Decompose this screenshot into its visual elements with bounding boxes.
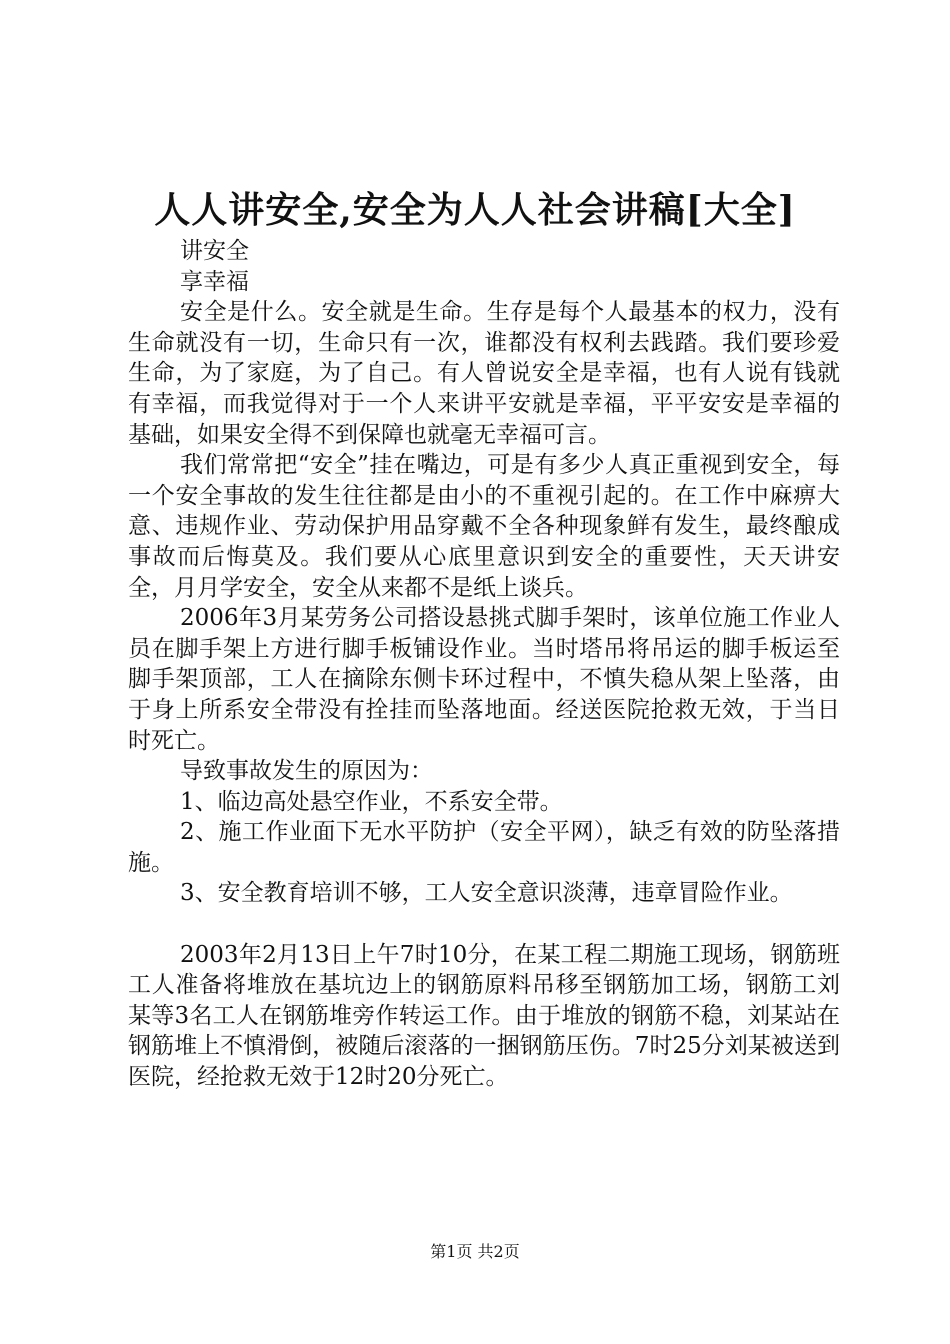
paragraph-accident-2003: 2003年2月13日上午7时10分，在某工程二期施工现场，钢筋班工人准备将堆放在基坑边上的钢筋原料吊移至钢筋加工场，钢筋工刘某等3名工人在钢筋堆旁作转运工作。由于堆放的钢筋不稳，刘某站在钢筋堆上不慎滑倒，被随后滚落的一捆钢筋压伤。7时25分刘某被送到医院，经抢救无效于12时20分死亡。 [128,941,840,1091]
paragraph-cause-3: 3、安全教育培训不够，工人安全意识淡薄，违章冒险作业。 [180,880,793,907]
page-footer: 第1页 共2页 [430,1242,520,1261]
blank-line [128,909,840,940]
paragraph-cause-2: 2、施工作业面下无水平防护（安全平网），缺乏有效的防坠落措施。 [128,819,840,876]
paragraph-subtitle-2: 享幸福 [180,268,249,295]
document-title: 人人讲安全,安全为人人社会讲稿[大全] [154,189,796,231]
paragraph-what-is-safety: 安全是什么。安全就是生命。生存是每个人最基本的权力，没有生命就没有一切，生命只有一次，谁都没有权利去践踏。我们要珍爱生命，为了家庭，为了自己。有人曾说安全是幸福，也有人说有钱就有幸福，而我觉得对于一个人来讲平安就是幸福，平平安安是幸福的基础，如果安全得不到保障也就毫无幸福可言。 [128,299,840,448]
document-body [128,236,840,1093]
paragraph-accident-2006: 2006年3月某劳务公司搭设悬挑式脚手架时，该单位施工作业人员在脚手架上方进行脚手板铺设作业。当时塔吊将吊运的脚手板运至脚手架顶部，工人在摘除东侧卡环过程中，不慎失稳从架上坠落，由于身上所系安全带没有拴挂而坠落地面。经送医院抢救无效，于当日时死亡。 [128,605,840,754]
paragraph-cause-1: 1、临边高处悬空作业，不系安全带。 [180,788,563,815]
paragraph-subtitle-1: 讲安全 [180,238,249,264]
paragraph-safety-awareness: 我们常常把“安全”挂在嘴边，可是有多少人真正重视到安全，每一个安全事故的发生往往都是由小的不重视引起的。在工作中麻痹大意、违规作业、劳动保护用品穿戴不全各种现象鲜有发生，最终酿成事故而后悔莫及。我们要从心底里意识到安全的重要性，天天讲安全，月月学安全，安全从来都不是纸上谈兵。 [128,452,840,601]
paragraph-causes-heading: 导致事故发生的原因为： [180,758,433,785]
